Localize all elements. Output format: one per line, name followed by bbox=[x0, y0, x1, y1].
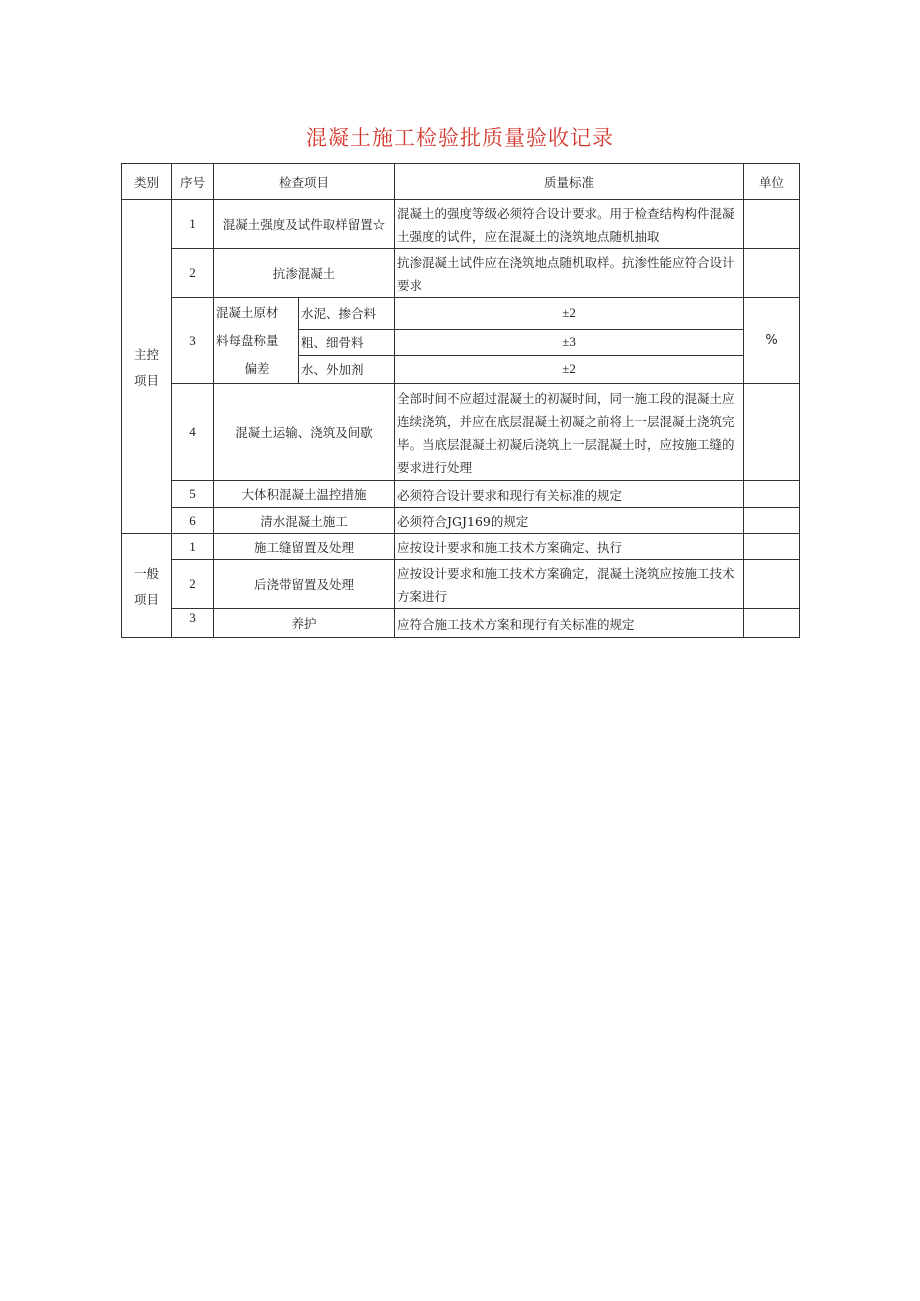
header-seq: 序号 bbox=[172, 164, 214, 200]
unit-cell bbox=[744, 384, 800, 481]
sub-item-value: ±3 bbox=[395, 329, 744, 355]
standard-cell: 抗渗混凝土试件应在浇筑地点随机取样。抗渗性能应符合设计要求 bbox=[395, 249, 744, 298]
item-cell: 后浇带留置及处理 bbox=[214, 560, 395, 609]
sub-item-name: 水泥、掺合料 bbox=[299, 298, 395, 330]
header-standard: 质量标准 bbox=[395, 164, 744, 200]
standard-cell: 应按设计要求和施工技术方案确定，混凝土浇筑应按施工技术方案进行 bbox=[395, 560, 744, 609]
item-line1: 混凝土原材 bbox=[216, 305, 279, 320]
seq-cell: 3 bbox=[172, 609, 214, 638]
table-row bbox=[122, 508, 800, 534]
standard-cell: 应符合施工技术方案和现行有关标准的规定 bbox=[395, 609, 744, 638]
header-item: 检查项目 bbox=[214, 164, 395, 200]
table-row bbox=[122, 384, 800, 481]
seq-cell: 2 bbox=[172, 249, 214, 298]
unit-cell bbox=[744, 609, 800, 638]
sub-item-value: ±2 bbox=[395, 355, 744, 383]
header-row bbox=[122, 164, 800, 200]
item-cell: 施工缝留置及处理 bbox=[214, 534, 395, 560]
item-cell bbox=[214, 298, 299, 384]
standard-cell: 必须符合JGJ169的规定 bbox=[395, 508, 744, 534]
unit-cell bbox=[744, 534, 800, 560]
table-row bbox=[122, 481, 800, 508]
item-cell: 清水混凝土施工 bbox=[214, 508, 395, 534]
table-row bbox=[122, 298, 800, 330]
standard-cell: 混凝土的强度等级必须符合设计要求。用于检查结构构件混凝土强度的试件，应在混凝土的浇筑地点随机抽取 bbox=[395, 200, 744, 249]
category-main-line2: 项目 bbox=[133, 372, 159, 388]
standard-cell: 必须符合设计要求和现行有关标准的规定 bbox=[395, 481, 744, 508]
seq-cell: 2 bbox=[172, 560, 214, 609]
item-line3: 偏差 bbox=[244, 361, 270, 376]
sub-item-value: ±2 bbox=[395, 298, 744, 330]
item-cell: 抗渗混凝土 bbox=[214, 249, 395, 298]
sub-item-name: 粗、细骨料 bbox=[299, 329, 395, 355]
header-unit: 单位 bbox=[744, 164, 800, 200]
item-cell: 混凝土运输、浇筑及间歇 bbox=[214, 384, 395, 481]
unit-cell bbox=[744, 200, 800, 249]
seq-cell: 5 bbox=[172, 481, 214, 508]
page-title: 混凝土施工检验批质量验收记录 bbox=[306, 126, 614, 150]
item-line2: 料每盘称量 bbox=[216, 333, 279, 348]
unit-cell bbox=[744, 508, 800, 534]
item-cell: 大体积混凝土温控措施 bbox=[214, 481, 395, 508]
table-row bbox=[122, 200, 800, 249]
standard-cell: 全部时间不应超过混凝土的初凝时间，同一施工段的混凝土应连续浇筑，并应在底层混凝土初凝之前将上一层混凝土浇筑完毕。当底层混凝土初凝后浇筑上一层混凝土时，应按施工缝的要求进行处理 bbox=[395, 384, 744, 481]
seq-cell: 1 bbox=[172, 200, 214, 249]
category-main-line1: 主控 bbox=[133, 346, 159, 362]
unit-cell bbox=[744, 481, 800, 508]
table-row bbox=[122, 609, 800, 638]
unit-cell: % bbox=[744, 298, 800, 384]
category-general bbox=[122, 534, 172, 638]
inspection-table bbox=[121, 163, 800, 638]
seq-cell: 6 bbox=[172, 508, 214, 534]
seq-cell: 4 bbox=[172, 384, 214, 481]
item-cell: 混凝土强度及试件取样留置☆ bbox=[214, 200, 395, 249]
category-main bbox=[122, 200, 172, 534]
seq-cell: 1 bbox=[172, 534, 214, 560]
item-cell: 养护 bbox=[214, 609, 395, 638]
table-row bbox=[122, 560, 800, 609]
standard-cell: 应按设计要求和施工技术方案确定、执行 bbox=[395, 534, 744, 560]
sub-item-name: 水、外加剂 bbox=[299, 355, 395, 383]
category-general-line2: 项目 bbox=[133, 591, 159, 607]
table-row bbox=[122, 534, 800, 560]
unit-cell bbox=[744, 249, 800, 298]
header-category: 类别 bbox=[122, 164, 172, 200]
unit-cell bbox=[744, 560, 800, 609]
category-general-line1: 一般 bbox=[133, 565, 159, 581]
seq-cell: 3 bbox=[172, 298, 214, 384]
table-row bbox=[122, 249, 800, 298]
